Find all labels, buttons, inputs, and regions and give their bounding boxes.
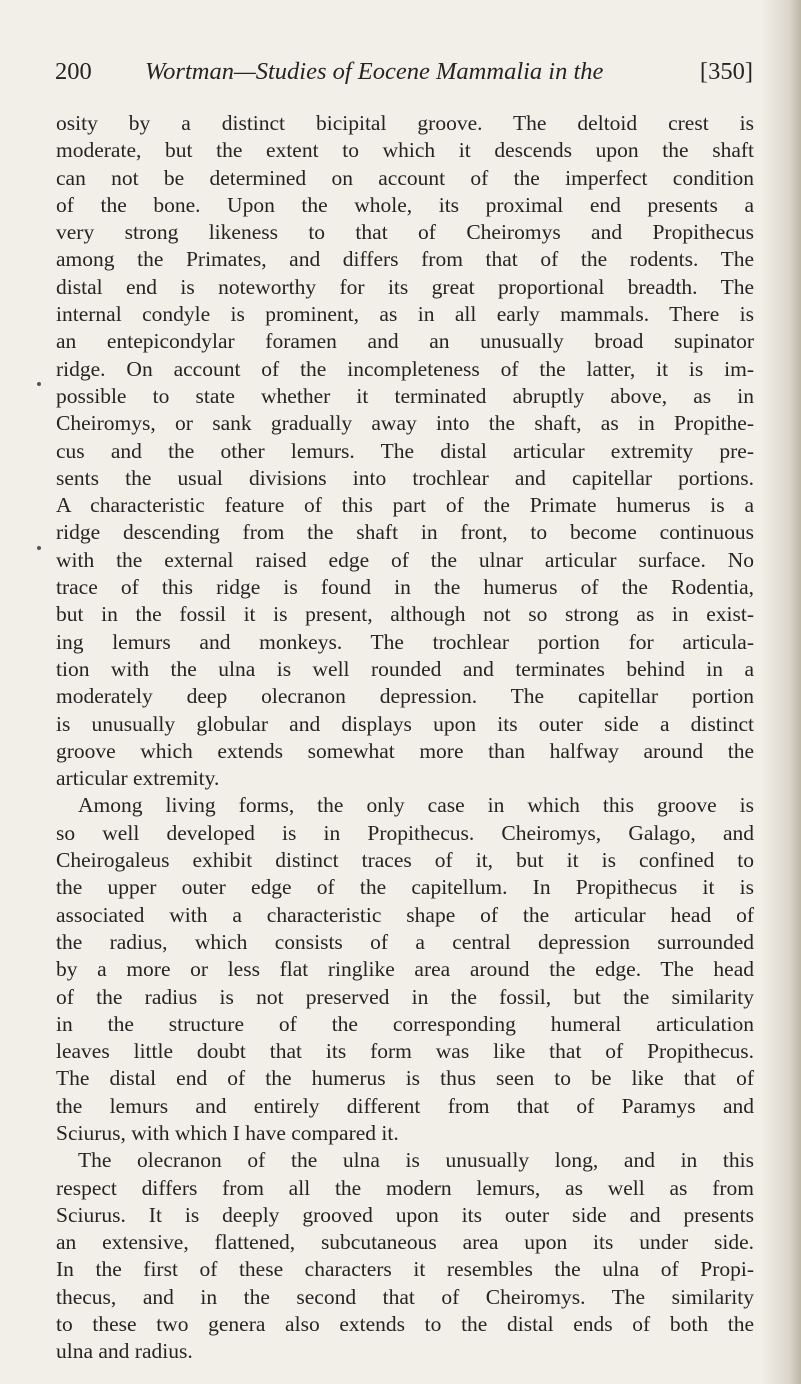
- body-text: [56, 110, 754, 1366]
- text-line: distal end is noteworthy for its great proportional breadth. The: [56, 274, 754, 299]
- text-line: with the external raised edge of the ulnar articular surface. No: [56, 547, 754, 572]
- text-line: cus and the other lemurs. The distal articular extremity pre-: [56, 438, 754, 463]
- text-line: ulna and radius.: [56, 1339, 193, 1364]
- text-line: trace of this ridge is found in the humerus of the Rodentia,: [56, 575, 754, 600]
- text-line: osity by a distinct bicipital groove. The deltoid crest is: [56, 111, 754, 135]
- text-line: of the bone. Upon the whole, its proximal end presents a: [56, 192, 754, 217]
- text-line: leaves little doubt that its form was like that of Propithecus.: [56, 1039, 754, 1064]
- text-line: the upper outer edge of the capitellum. In Propithecus it is: [56, 875, 754, 900]
- text-line: can not be determined on account of the imperfect condition: [56, 165, 754, 190]
- text-line: is unusually globular and displays upon its outer side a distinct: [56, 711, 754, 736]
- text-line: thecus, and in the second that of Cheiromys. The similarity: [56, 1284, 754, 1309]
- margin-mark: [37, 382, 41, 386]
- text-line: tion with the ulna is well rounded and terminates behind in a: [56, 656, 754, 681]
- text-line: possible to state whether it terminated abruptly above, as in: [56, 383, 754, 408]
- text-line: moderately deep olecranon depression. The capitellar portion: [56, 684, 754, 709]
- text-line: the lemurs and entirely different from that of Paramys and: [56, 1093, 754, 1118]
- running-title: Wortman—Studies of Eocene Mammalia in the: [145, 58, 604, 85]
- text-line: but in the fossil it is present, although not so strong as in exist-: [56, 602, 754, 627]
- running-head: [55, 55, 753, 89]
- text-line: Cheirogaleus exhibit distinct traces of it, but it is confined to: [56, 848, 754, 873]
- text-line: Cheiromys, or sank gradually away into the shaft, as in Propithe-: [56, 411, 754, 436]
- margin-mark: [37, 546, 41, 550]
- text-line: the radius, which consists of a central depression surrounded: [56, 929, 754, 954]
- text-line: groove which extends somewhat more than halfway around the: [56, 738, 754, 763]
- text-line: to these two genera also extends to the distal ends of both the: [56, 1312, 754, 1337]
- text-line: associated with a characteristic shape of the articular head of: [56, 902, 754, 927]
- text-line: ridge. On account of the incompleteness of the latter, it is im-: [56, 356, 754, 381]
- text-line: an extensive, flattened, subcutaneous area upon its under side.: [56, 1230, 754, 1255]
- text-line: A characteristic feature of this part of the Primate humerus is a: [56, 493, 754, 518]
- text-line: internal condyle is prominent, as in all early mammals. There is: [56, 302, 754, 327]
- text-line: an entepicondylar foramen and an unusually broad supinator: [56, 329, 754, 354]
- text-line: In the first of these characters it resembles the ulna of Propi-: [56, 1257, 754, 1282]
- bracket-page-number: [350]: [699, 58, 753, 85]
- text-line: The olecranon of the ulna is unusually long, and in this: [78, 1148, 754, 1173]
- text-line: Sciurus, with which I have compared it.: [56, 1120, 399, 1145]
- text-line: articular extremity.: [56, 766, 220, 791]
- text-line: Among living forms, the only case in which this groove is: [78, 793, 754, 818]
- text-line: The distal end of the humerus is thus seen to be like that of: [56, 1066, 754, 1091]
- text-line: in the structure of the corresponding humeral articulation: [56, 1011, 754, 1036]
- text-line: by a more or less flat ringlike area around the edge. The head: [56, 957, 754, 982]
- page-edge-shadow: [761, 0, 801, 1384]
- page-number: 200: [55, 58, 92, 85]
- text-line: moderate, but the extent to which it descends upon the shaft: [56, 138, 754, 163]
- text-line: very strong likeness to that of Cheiromys and Propithecus: [56, 220, 754, 245]
- text-line: of the radius is not preserved in the fossil, but the similarity: [56, 984, 754, 1009]
- text-line: Sciurus. It is deeply grooved upon its outer side and presents: [56, 1202, 754, 1227]
- text-line: so well developed is in Propithecus. Cheiromys, Galago, and: [56, 820, 754, 845]
- text-line: ing lemurs and monkeys. The trochlear portion for articula-: [56, 629, 754, 654]
- text-line: among the Primates, and differs from that of the rodents. The: [56, 247, 754, 272]
- text-line: ridge descending from the shaft in front, to become continuous: [56, 520, 754, 545]
- text-line: respect differs from all the modern lemurs, as well as from: [56, 1175, 754, 1200]
- text-line: sents the usual divisions into trochlear and capitellar portions.: [56, 465, 754, 490]
